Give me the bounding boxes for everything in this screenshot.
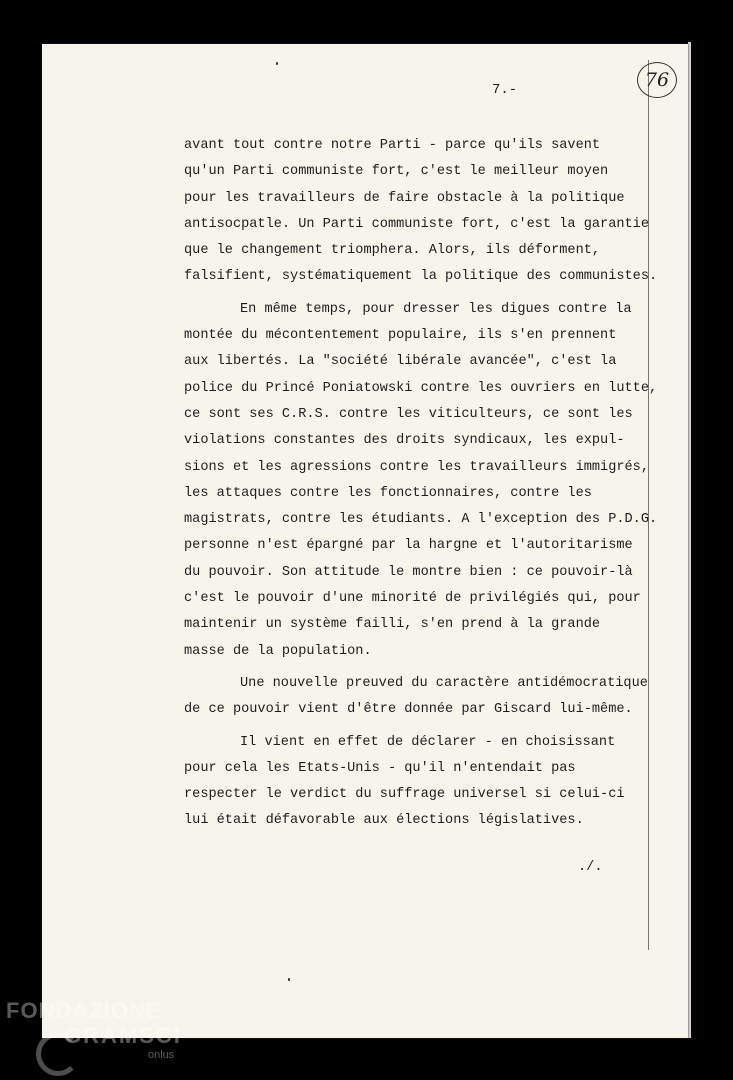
continuation-mark: ./. bbox=[578, 860, 603, 875]
text-line: montée du mécontentement populaire, ils s'en prennent bbox=[184, 328, 617, 344]
paragraph-start-line: Une nouvelle preuved du caractère antidémocratique bbox=[240, 675, 648, 691]
body-text bbox=[184, 133, 658, 835]
text-line: police du Princé Poniatowski contre les ouvriers en lutte, bbox=[184, 380, 658, 396]
text-line: ce sont ses C.R.S. contre les viticulteurs, ce sont les bbox=[184, 406, 633, 422]
text-line: qu'un Parti communiste fort, c'est le meilleur moyen bbox=[184, 164, 609, 180]
text-line: les attaques contre les fonctionnaires, contre les bbox=[184, 485, 592, 501]
text-line: pour cela les Etats-Unis - qu'il n'entendait pas bbox=[184, 760, 576, 776]
text-line: c'est le pouvoir d'une minorité de privilégiés qui, pour bbox=[184, 591, 641, 607]
text-line: maintenir un système failli, s'en prend à la grande bbox=[184, 617, 601, 633]
text-line: respecter le verdict du suffrage universel si celui-ci bbox=[184, 787, 625, 803]
text-line: lui était défavorable aux élections législatives. bbox=[184, 813, 584, 829]
text-line: magistrats, contre les étudiants. A l'exception des P.D.G. bbox=[184, 512, 658, 528]
ink-mark bbox=[288, 978, 290, 981]
text-line: pour les travailleurs de faire obstacle à la politique bbox=[184, 190, 625, 206]
folio-number-handwritten: 76 bbox=[637, 62, 677, 98]
text-line: antisocpatle. Un Parti communiste fort, c'est la garantie bbox=[184, 216, 649, 232]
text-line: de ce pouvoir vient d'être donnée par Giscard lui-même. bbox=[184, 702, 633, 718]
text-line: sions et les agressions contre les travailleurs immigrés, bbox=[184, 459, 649, 475]
page-number: 7.- bbox=[492, 82, 518, 98]
watermark-line3: onlus bbox=[148, 1049, 175, 1061]
page-edge bbox=[688, 42, 691, 1038]
text-line: violations constantes des droits syndicaux, les expul- bbox=[184, 433, 625, 449]
text-line: falsifient, systématiquement la politique des communistes. bbox=[184, 269, 658, 285]
text-line: avant tout contre notre Parti - parce qu'ils savent bbox=[184, 138, 601, 153]
watermark-line1: FONDAZIONE bbox=[6, 998, 162, 1023]
paragraph-start-line: En même temps, pour dresser les digues contre la bbox=[240, 301, 632, 317]
text-line: aux libertés. La "société libérale avancée", c'est la bbox=[184, 354, 617, 370]
watermark-line2: GRAMSCI bbox=[64, 1023, 182, 1048]
paragraph-start-line: Il vient en effet de déclarer - en choisissant bbox=[240, 734, 616, 750]
ink-mark bbox=[276, 62, 278, 65]
watermark-ring-icon bbox=[36, 1032, 80, 1076]
text-line: que le changement triomphera. Alors, ils déforment, bbox=[184, 243, 601, 259]
fondazione-gramsci-watermark-logo bbox=[6, 998, 182, 1062]
text-line: masse de la population. bbox=[184, 643, 372, 659]
text-line: personne n'est épargné par la hargne et l'autoritarisme bbox=[184, 538, 633, 554]
text-line: du pouvoir. Son attitude le montre bien : ce pouvoir-là bbox=[184, 564, 633, 580]
